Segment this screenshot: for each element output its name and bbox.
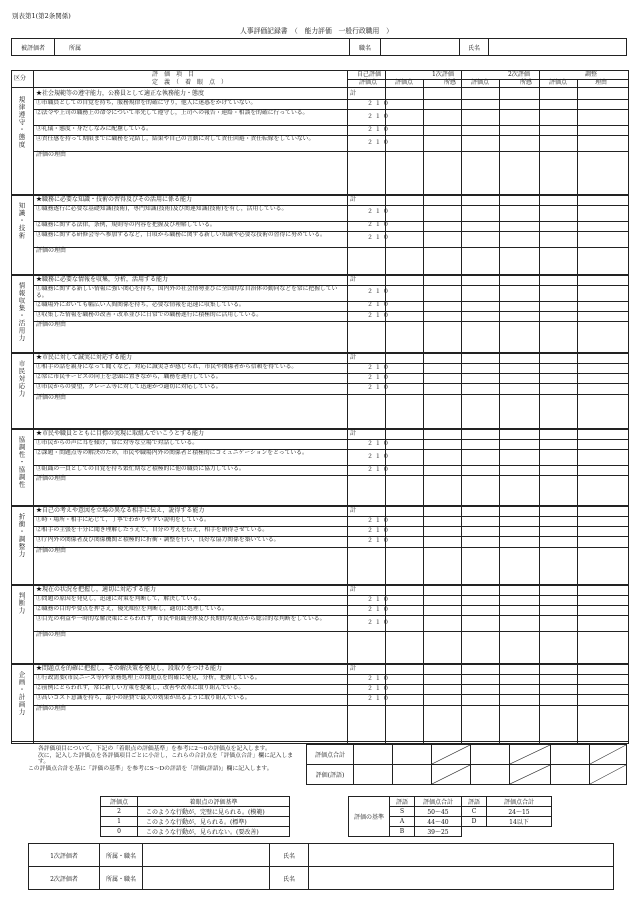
reason-label: 評価の理由	[36, 393, 67, 401]
section-category: 協調性・協調性	[17, 436, 26, 489]
criteria-desc: このような行動が，完璧に見られる。(模範)	[138, 807, 290, 817]
reason-label: 評価の理由	[36, 631, 67, 639]
item-text: ②法令や上司の職務上の命令について率先して遵守し，上司への報告・連絡・相談を的確に行っている。	[36, 110, 309, 117]
col-item-title: 評 価 項 目	[152, 71, 195, 78]
section-heading: ★社会規範等の遵守能力，公務員として適正な執務能力・態度	[36, 90, 205, 97]
criteria-desc: このような行動が，見られない。(要改善)	[138, 827, 290, 837]
standards-table	[348, 796, 552, 837]
total-slash-2	[510, 745, 551, 765]
kei-label: 計	[350, 507, 357, 514]
item-text: ①職務遂行に必要な基礎知識(技術)，専門知識(技術)及び関連知識(技術)を有し，活用している。	[36, 206, 288, 212]
total-slash-3	[590, 745, 627, 765]
instruction-line-3: この評価点合計を基に「評価の基準」を参考にS～Dの評語を「評価(評語)」欄に記入します。	[28, 765, 273, 772]
evaluator-affil-label: 所属・職名	[100, 867, 143, 890]
col-line	[347, 71, 348, 743]
reason-label: 評価の理由	[36, 546, 67, 554]
item-text: ①市職員としての自覚を持ち，服務規律を的確に守り，他人に迷惑をかけていない。	[36, 100, 257, 106]
section-category: 判断力	[17, 592, 26, 615]
col-line	[577, 79, 578, 743]
item-text: ③職務に関する研修会等へ参加するなど，日頃から職務に関する新しい知識や必要な技術の習得に努めている。	[36, 232, 326, 238]
total-self[interactable]	[354, 745, 393, 765]
score-scale[interactable]: ２ １ ０	[367, 373, 389, 381]
col-self: 自己評価	[357, 71, 382, 78]
item-text: ②職務の目的や要点を押さえ，優先順位を判断し，適切に処理している。	[36, 606, 228, 613]
item-text: ①市民からの声に耳を傾け，常に対等な立場で対話している。	[36, 440, 199, 446]
score-scale[interactable]: ２ １ ０	[367, 112, 389, 120]
score-scale[interactable]: ２ １ ０	[367, 526, 389, 534]
kei-label: 計	[350, 354, 357, 361]
col-adjust-reason: 理由	[595, 79, 608, 86]
item-text: ①行政需要(市民ニーズ等)や業務処理上の問題点を的確に発見，分析，把握している。	[36, 675, 261, 681]
standard-grade: B	[390, 827, 415, 837]
section-divider	[12, 741, 628, 742]
col-adjust-score: 評価点	[549, 79, 568, 86]
section-heading: ★自己の考えや意図を立場の異なる相手に伝え，説得する能力	[36, 507, 205, 514]
col-line	[423, 79, 424, 743]
item-text: ②職務に関する法律，条例，規則等の内容を把握及び理解している。	[36, 221, 216, 228]
name-label: 氏名	[460, 39, 489, 56]
standards-col-grade: 評語	[390, 797, 415, 807]
criteria-score: 0	[101, 827, 138, 837]
item-text: ③高いコスト意識を持ち，最小の経費で最大の効果が出るように取り組んでいる。	[36, 695, 251, 702]
score-scale[interactable]: ２ １ ０	[367, 618, 389, 626]
standard-range: 24～15	[487, 807, 552, 817]
standard-range: 50～45	[415, 807, 462, 817]
criteria-desc: このような行動が，見られる。(標準)	[138, 817, 290, 827]
score-scale[interactable]: ２ １ ０	[367, 452, 389, 460]
total-first[interactable]	[393, 745, 432, 765]
col-line	[499, 79, 500, 743]
evaluator-name-label: 氏名	[270, 867, 309, 890]
criteria-score: 1	[101, 817, 138, 827]
section-category: 情報収集・活用力	[17, 282, 26, 342]
score-scale[interactable]: ２ １ ０	[367, 384, 389, 391]
kei-label: 計	[350, 430, 357, 437]
instruction-line-1: 各評価項目について，下記の「着眼点の評価基準」を参考に2～0の評価点を記入します。	[38, 746, 271, 752]
standards-col-total: 評価点合計	[487, 797, 552, 807]
evaluators-table	[28, 843, 614, 890]
score-scale[interactable]: ２ １ ０	[367, 234, 389, 242]
col-second-score: 評価点	[471, 79, 490, 86]
standard-grade: A	[390, 817, 415, 827]
col-item-sub: 定 義 （ 着 眼 点 ）	[152, 79, 228, 86]
grade-self[interactable]	[354, 765, 393, 785]
annex-label: 別表第1(第2条関係)	[12, 12, 71, 20]
standard-grade: C	[462, 807, 487, 817]
header-divider	[347, 79, 628, 80]
section-category: 知識・技術	[17, 202, 26, 240]
item-text: ③収集した情報を職務の改善・改革並びに日常での職務遂行に積極的に活用している。	[36, 312, 263, 318]
section-category: 規律遵守・態度	[17, 96, 26, 149]
criteria-table	[100, 796, 290, 837]
item-text: ②職場外においても幅広い人間関係を持ち，必要な情報を迅速に収集している。	[36, 301, 245, 308]
evaluation-grid	[11, 70, 629, 744]
evaluator-role: 2次評価者	[29, 867, 100, 890]
item-text: ③市民からの要望，クレーム等に対して迅速かつ適切に対応している。	[36, 384, 222, 391]
section-heading: ★職務に必要な知識・技術の習得及びその活用に係る能力	[36, 196, 193, 203]
score-scale[interactable]: ２ １ ０	[367, 221, 389, 229]
item-text: ①時・場所・相手に応じて，丁寧でわかりやすい説明をしている。	[36, 517, 210, 523]
col-adjust: 調整	[585, 71, 598, 78]
reason-label: 評価の理由	[36, 246, 67, 254]
item-text: ④責任感を持って期限までに職務を完結し，結果や自己の言動に対して責任回避・責任転嫁をしていない。	[36, 136, 315, 143]
criteria-col-desc: 着眼点の評価基準	[138, 797, 290, 807]
instruction-line-2: 次に，記入した評価点を各評価項目ごとに小計し，これらの合計点を「評価点合計」欄に記入します。	[38, 752, 294, 766]
score-scale[interactable]: ２ １ ０	[367, 695, 389, 702]
total-label: 評価点合計	[307, 745, 354, 765]
col-kubun: 区分	[14, 75, 27, 82]
score-scale[interactable]: ２ １ ０	[367, 674, 389, 682]
item-text: ①相手の話を親身になって聞くなど，対応に誠実さが感じられ，市民や関係者から信頼を得ている。	[36, 364, 298, 370]
score-scale[interactable]: ２ １ ０	[367, 138, 389, 146]
item-text: ③庁内外の関係者及び関係機関と積極的に折衝・調整を行い，良好な協力関係を築いている。	[36, 537, 280, 544]
item-text: ②相手の主張を十分に聞き理解したうえで，自分の考えを伝え，相手を納得させている。	[36, 527, 269, 534]
standard-grade: D	[462, 817, 487, 827]
score-scale[interactable]: ２ １ ０	[367, 99, 389, 107]
evaluator-name-label: 氏名	[270, 844, 309, 867]
kei-label: 計	[350, 90, 357, 97]
section-heading: ★問題点を的確に把握し，その解決策を発見し，段取りをつける能力	[36, 665, 223, 672]
standard-range: 39～25	[415, 827, 462, 837]
score-scale[interactable]: ２ １ ０	[367, 537, 389, 544]
grade-second[interactable]	[471, 765, 510, 785]
evaluator-name-field[interactable]	[309, 844, 614, 867]
standard-range: 44～40	[415, 817, 462, 827]
section-heading: ★職務に必要な情報を収集，分析，活用する能力	[36, 276, 169, 283]
grade-label: 評価(評語)	[307, 765, 354, 785]
section-category: 企画・計画力	[17, 671, 26, 716]
score-scale[interactable]: ２ １ ０	[367, 605, 389, 613]
standard-grade: S	[390, 807, 415, 817]
evaluatee-table	[11, 38, 627, 56]
item-text: ③組織の一員としての自覚を持ち繁忙期など積極的に他の職員に協力している。	[36, 466, 245, 472]
section-heading: ★現在の状況を把握し，適切に対応する能力	[36, 586, 157, 593]
standards-col-total: 評価点合計	[415, 797, 462, 807]
name-field[interactable]	[489, 39, 627, 56]
score-scale[interactable]: ２ １ ０	[367, 516, 389, 524]
score-scale[interactable]: ２ １ ０	[367, 125, 389, 133]
item-text: ①職務に関する新しい情報に強い関心を持ち，国内外の社会情勢並びに全国的な自治体の動向などを常に把握している。	[36, 286, 338, 299]
reason-label: 評価の理由	[36, 475, 67, 483]
kei-label: 計	[350, 196, 357, 203]
item-text: ③礼儀・態度・身だしなみに配慮している。	[36, 126, 152, 132]
col-first: 1次評価	[432, 71, 454, 78]
col-second: 2次評価	[508, 71, 530, 78]
evaluator-role: 1次評価者	[29, 844, 100, 867]
col-self-score: 評価点	[359, 79, 378, 86]
evaluator-name-field[interactable]	[309, 867, 614, 890]
standard-range: 14以下	[487, 817, 552, 827]
col-first-opinion: 所感	[444, 79, 457, 86]
total-slash-1	[432, 745, 471, 765]
page-title: 人事評価記録書 （ 能力評価 一般行政職用 ）	[240, 27, 393, 35]
item-text: ③目先の利益や一時的な解決策にとらわれず，市民や組織全体及び長期的な視点から総合的な判断をしている。	[36, 616, 326, 623]
col-first-score: 評価点	[395, 79, 414, 86]
total-second[interactable]	[471, 745, 510, 765]
standards-col-grade: 評語	[462, 797, 487, 807]
position-field[interactable]	[381, 39, 460, 56]
item-text: ②前例にとらわれず，常に新しい方策を提案し，改善や改革に取り組んでいる。	[36, 685, 245, 692]
criteria-col-score: 評価点	[101, 797, 138, 807]
score-scale[interactable]: ２ １ ０	[367, 684, 389, 692]
col-line	[385, 71, 386, 743]
kei-label: 計	[350, 665, 357, 672]
item-text: ①問題の原因を発見し，迅速に対策を判断して，解決している。	[36, 596, 204, 602]
affiliation-label: 所属	[55, 39, 350, 56]
section-heading: ★市民に対して誠実に対応する能力	[36, 354, 133, 361]
evaluatee-label: 被評価者	[12, 39, 55, 56]
grade-adjust[interactable]	[551, 765, 590, 785]
total-adjust[interactable]	[551, 745, 590, 765]
score-scale[interactable]: ２ １ ０	[367, 288, 389, 296]
kei-label: 計	[350, 276, 357, 283]
totals-table	[306, 744, 627, 785]
section-heading: ★市民や職員とともに目標の実現に取組んでいこうとする能力	[36, 430, 205, 437]
kei-label: 計	[350, 586, 357, 593]
criteria-score: 2	[101, 807, 138, 817]
col-second-opinion: 所感	[520, 79, 533, 86]
score-scale[interactable]: ２ １ ０	[367, 465, 389, 473]
section-category: 市民対応力	[17, 360, 26, 398]
col-line	[33, 71, 34, 743]
position-label: 職名	[350, 39, 381, 56]
score-scale[interactable]: ２ １ ０	[367, 363, 389, 371]
evaluator-affil-field[interactable]	[143, 867, 270, 890]
item-text: ②課題・問題点等の解決のため，市民や職場内外の関係者と積極的にコミュニケーションをとっている。	[36, 450, 308, 457]
reason-label: 評価の理由	[36, 704, 67, 712]
col-line	[539, 71, 540, 743]
reason-label: 評価の理由	[36, 321, 67, 329]
standards-label: 評価の基準	[349, 797, 390, 837]
score-scale[interactable]: ２ １ ０	[367, 311, 389, 319]
evaluator-affil-label: 所属・職名	[100, 844, 143, 867]
col-line	[461, 71, 462, 743]
reason-label: 評価の理由	[36, 151, 67, 159]
section-category: 折衝・調整力	[17, 513, 26, 558]
evaluator-affil-field[interactable]	[143, 844, 270, 867]
instructions	[28, 746, 304, 773]
score-scale[interactable]: ２ １ ０	[367, 301, 389, 309]
score-scale[interactable]: ２ １ ０	[367, 595, 389, 603]
score-scale[interactable]: ２ １ ０	[367, 439, 389, 447]
grade-first[interactable]	[393, 765, 432, 785]
item-text: ②常に市民サービスの向上を念頭に置きながら，職務を遂行している。	[36, 374, 222, 381]
score-scale[interactable]: ２ １ ０	[367, 208, 389, 216]
